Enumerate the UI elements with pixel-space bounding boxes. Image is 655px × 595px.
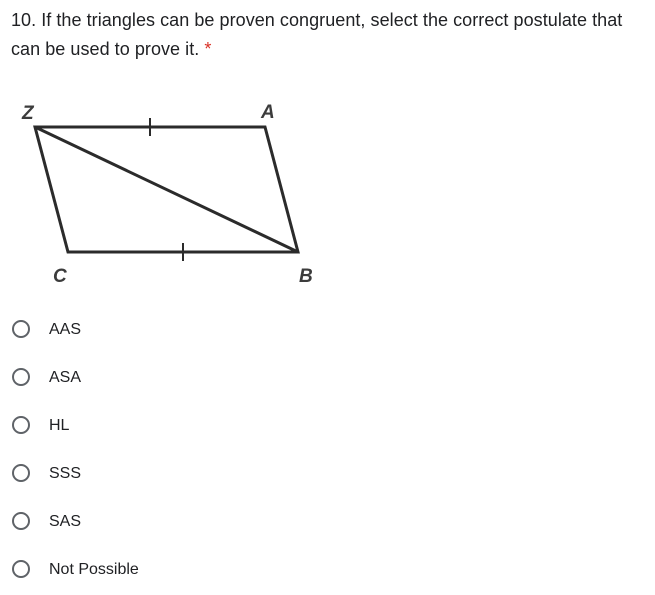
option-sas[interactable] — [0, 499, 655, 547]
radio-button[interactable] — [12, 512, 30, 530]
radio-button[interactable] — [12, 320, 30, 338]
option-asa[interactable] — [0, 355, 655, 403]
option-label: AAS — [49, 321, 82, 338]
radio-button[interactable] — [12, 368, 30, 386]
option-label: Not Possible — [49, 561, 139, 578]
radio-button[interactable] — [12, 464, 30, 482]
vertex-label-c: C — [53, 266, 67, 287]
option-label: SAS — [49, 513, 82, 530]
required-asterisk: * — [204, 39, 212, 59]
vertex-label-b: B — [299, 266, 313, 287]
radio-button[interactable] — [12, 560, 30, 578]
option-hl[interactable] — [0, 403, 655, 451]
option-aas[interactable] — [0, 307, 655, 355]
question-title — [11, 6, 647, 64]
question-text: 10. If the triangles can be proven congruent, select the correct postulate that can be used to prove it. — [11, 10, 623, 59]
option-sss[interactable] — [0, 451, 655, 499]
option-label: SSS — [49, 465, 82, 482]
vertex-label-z: Z — [22, 103, 34, 124]
answer-options — [0, 307, 655, 595]
option-label: ASA — [49, 369, 82, 386]
option-label: HL — [49, 417, 70, 434]
radio-button[interactable] — [12, 416, 30, 434]
vertex-label-a: A — [261, 102, 275, 123]
quadrilateral-diagram — [0, 90, 340, 300]
option-not-possible[interactable] — [0, 547, 655, 595]
geometry-figure — [0, 90, 340, 300]
diagonal-zb — [35, 127, 298, 252]
